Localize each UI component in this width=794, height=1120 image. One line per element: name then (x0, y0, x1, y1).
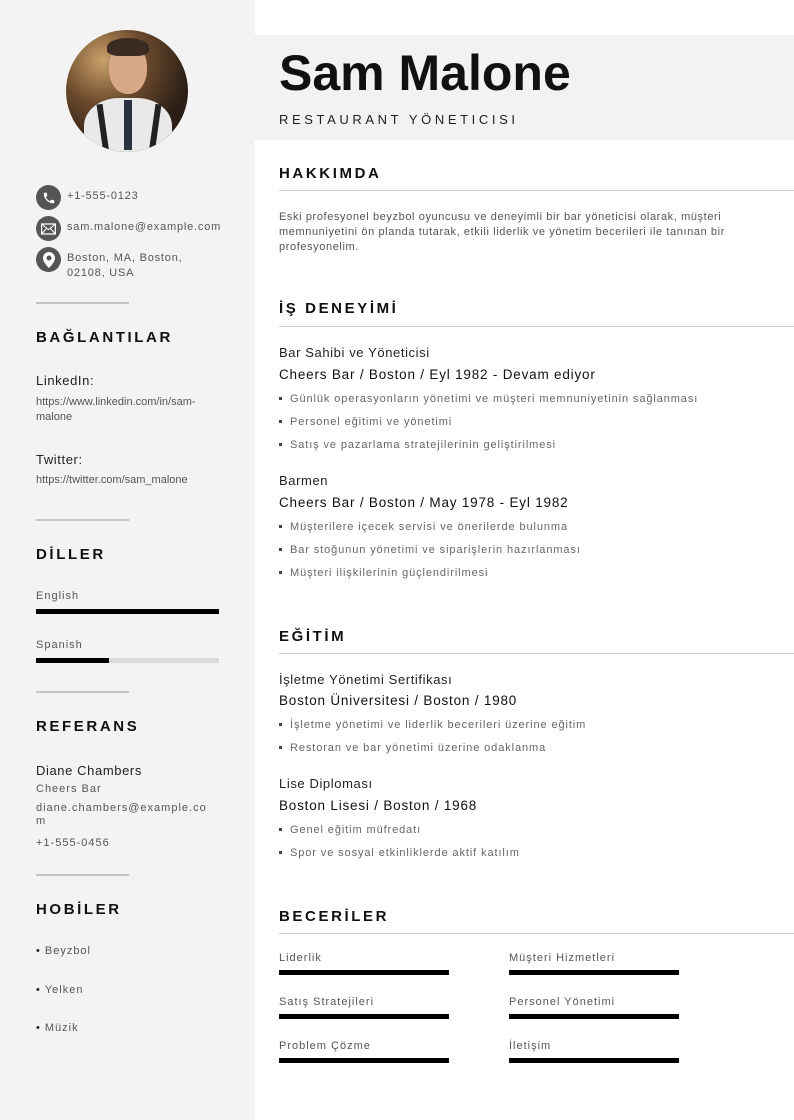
experience-title: Barmen (279, 473, 329, 488)
hobby-label: Yelken (44, 984, 84, 996)
language-name: English (36, 590, 80, 602)
job-title: RESTAURANT YÖNETICISI (279, 112, 519, 127)
language-level-fill (36, 658, 109, 663)
linkedin-link[interactable]: https://www.linkedin.com/in/sam-malone (36, 396, 196, 423)
bullet-text: İşletme yönetimi ve liderlik becerileri üzerine eğitim (290, 719, 587, 731)
experience-title: Bar Sahibi ve Yöneticisi (279, 345, 430, 360)
bullet-dot: • (36, 984, 41, 996)
language-name: Spanish (36, 639, 83, 651)
section-rule (279, 653, 794, 654)
bullet-dot (279, 443, 282, 446)
education-subtitle: Boston Üniversitesi / Boston / 1980 (279, 693, 518, 708)
phone-icon (36, 185, 61, 210)
hobby-label: Müzik (44, 1022, 79, 1034)
bullet-dot (279, 851, 282, 854)
bullet-dot (279, 525, 282, 528)
skills-heading: BECERİLER (279, 908, 390, 925)
hobby-item (36, 945, 91, 957)
links-heading: BAĞLANTILAR (36, 329, 173, 346)
bullet-text: Restoran ve bar yönetimi üzerine odaklanma (290, 742, 547, 754)
section-rule (279, 190, 794, 191)
language-level-bar (36, 609, 219, 614)
skill-name: Satış Stratejileri (279, 996, 375, 1008)
address-text: Boston, MA, Boston, 02108, USA (67, 252, 183, 279)
skill-level-bar (279, 970, 449, 975)
bullet-dot (279, 828, 282, 831)
bullet-text: Müşteri ilişkilerinin güçlendirilmesi (290, 567, 489, 579)
photo-hair (107, 38, 149, 56)
experience-subtitle: Cheers Bar / Boston / Eyl 1982 - Devam ediyor (279, 367, 596, 382)
email-text[interactable]: sam.malone@example.com (67, 221, 222, 233)
skill-level-bar (279, 1014, 449, 1019)
bullet-text: Bar stoğunun yönetimi ve siparişlerin hazırlanması (290, 544, 581, 556)
education-bullet (279, 742, 546, 754)
language-level-fill (36, 609, 219, 614)
languages-heading: DİLLER (36, 546, 106, 563)
hobby-item (36, 984, 83, 996)
education-bullet (279, 847, 520, 859)
sidebar (0, 0, 255, 1120)
bullet-dot: • (36, 945, 41, 957)
experience-heading: İŞ DENEYİMİ (279, 300, 399, 317)
bullet-dot (279, 746, 282, 749)
bullet-dot (279, 420, 282, 423)
education-bullet (279, 719, 586, 731)
twitter-link[interactable]: https://twitter.com/sam_malone (36, 474, 188, 486)
bullet-dot: • (36, 1022, 41, 1034)
contact-list (36, 185, 222, 287)
reference-email[interactable]: diane.chambers@example.com (36, 802, 207, 827)
bullet-text: Spor ve sosyal etkinliklerde aktif katılım (290, 847, 520, 859)
skill-level-bar (509, 970, 679, 975)
skill-level-bar (279, 1058, 449, 1063)
experience-bullet (279, 521, 568, 533)
bullet-dot (279, 548, 282, 551)
education-bullet (279, 824, 421, 836)
contact-phone (36, 185, 217, 210)
education-subtitle: Boston Lisesi / Boston / 1968 (279, 798, 478, 813)
bullet-text: Günlük operasyonların yönetimi ve müşteri memnuniyetinin sağlanması (290, 393, 699, 405)
linkedin-label: LinkedIn: (36, 373, 95, 388)
experience-bullet (279, 567, 488, 579)
phone-text: +1-555-0123 (67, 190, 139, 202)
references-heading: REFERANS (36, 718, 140, 735)
section-divider (36, 302, 129, 304)
skill-name: İletişim (509, 1040, 552, 1052)
bullet-dot (279, 397, 282, 400)
experience-bullet (279, 439, 556, 451)
education-title: Lise Diploması (279, 776, 373, 791)
section-divider (36, 519, 129, 521)
reference-company: Cheers Bar (36, 783, 102, 795)
section-rule (279, 326, 794, 327)
twitter-label: Twitter: (36, 452, 83, 467)
hobbies-heading: HOBİLER (36, 901, 122, 918)
reference-name: Diane Chambers (36, 763, 142, 778)
bullet-dot (279, 571, 282, 574)
bullet-text: Personel eğitimi ve yönetimi (290, 416, 453, 428)
location-pin-icon (36, 247, 61, 272)
skill-name: Problem Çözme (279, 1040, 371, 1052)
profile-photo (66, 30, 188, 152)
skill-name: Personel Yönetimi (509, 996, 616, 1008)
section-rule (279, 933, 794, 934)
bullet-text: Müşterilere içecek servisi ve önerilerde bulunma (290, 521, 568, 533)
skill-name: Müşteri Hizmetleri (509, 952, 616, 964)
bullet-text: Satış ve pazarlama stratejilerinin geliştirilmesi (290, 439, 557, 451)
bullet-dot (279, 723, 282, 726)
experience-bullet (279, 416, 452, 428)
education-title: İşletme Yönetimi Sertifikası (279, 672, 453, 687)
experience-subtitle: Cheers Bar / Boston / May 1978 - Eyl 1982 (279, 495, 569, 510)
reference-phone: +1-555-0456 (36, 837, 110, 849)
contact-email (36, 216, 222, 241)
section-divider (36, 691, 129, 693)
skill-level-bar (509, 1058, 679, 1063)
skill-level-bar (509, 1014, 679, 1019)
photo-tie (124, 100, 132, 150)
experience-bullet (279, 544, 581, 556)
hobby-item (36, 1022, 79, 1034)
section-divider (36, 874, 129, 876)
hobby-label: Beyzbol (44, 945, 91, 957)
bullet-text: Genel eğitim müfredatı (290, 824, 422, 836)
skill-name: Liderlik (279, 952, 322, 964)
mail-icon (36, 216, 61, 241)
experience-bullet (279, 393, 698, 405)
contact-address (36, 247, 217, 281)
about-text: Eski profesyonel beyzbol oyuncusu ve deneyimli bir bar yöneticisi olarak, müşteri memnuniyetini ön planda tutarak, etkili liderlik ve yönetim becerileri ile tanınan bir profesyonelim. (279, 211, 725, 253)
education-heading: EĞİTİM (279, 628, 347, 645)
candidate-name: Sam Malone (279, 45, 571, 101)
about-heading: HAKKIMDA (279, 165, 382, 182)
language-level-bar (36, 658, 219, 663)
